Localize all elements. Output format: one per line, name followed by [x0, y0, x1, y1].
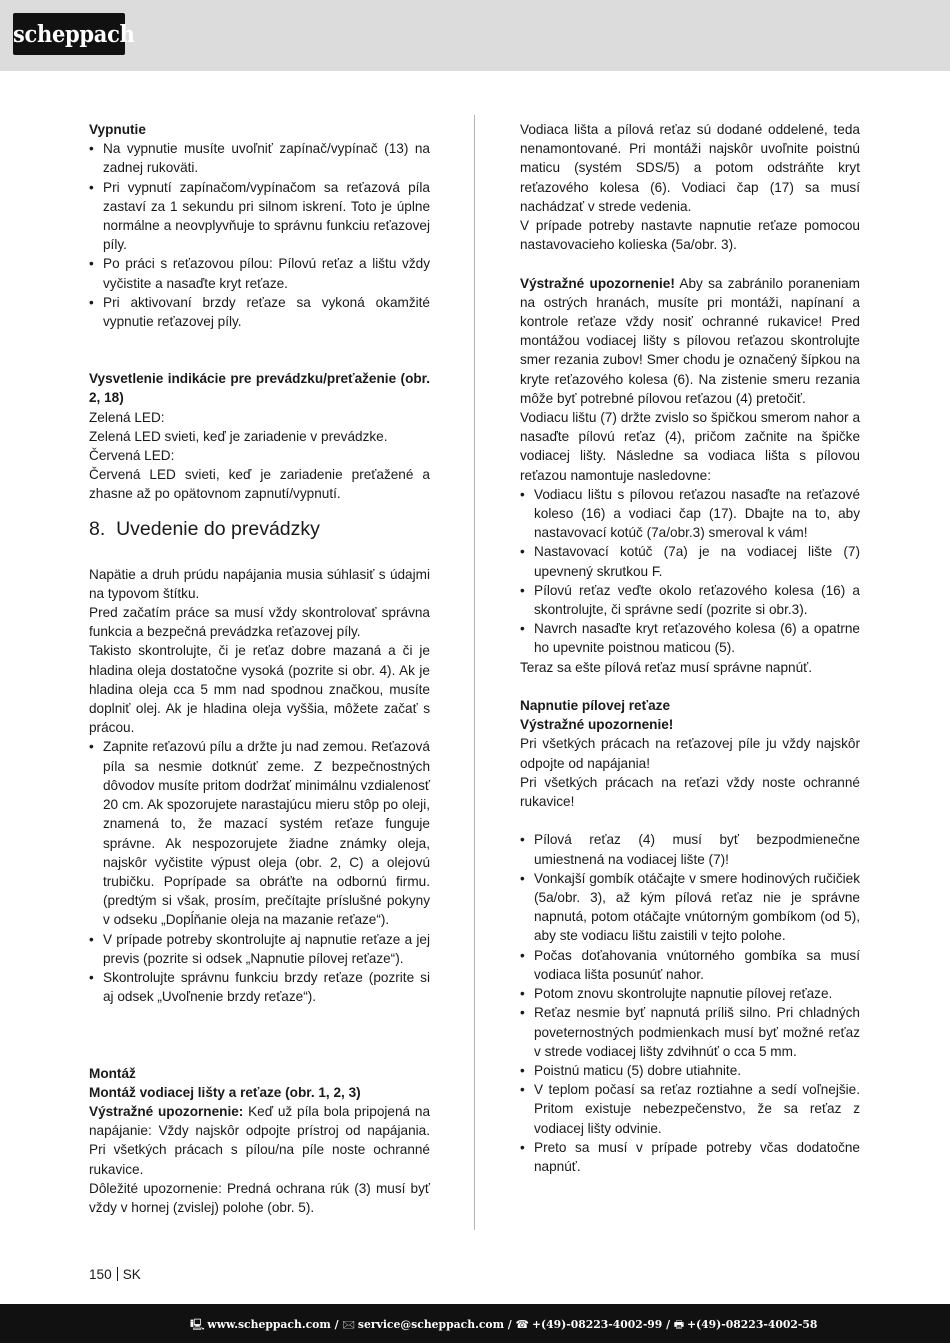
language-code: SK — [122, 1267, 141, 1282]
list-item: • Vodiacu lištu s pílovou reťazou nasaďte na reťazové koleso (16) a vodiaci čap (17). Dbajte na to, aby nastavovací kotúč (7a/obr.3) smeroval k vám! — [520, 485, 860, 543]
footer-contact — [190, 1316, 817, 1335]
warning-text: Aby sa zabránilo poraneniam na ostrých hranách, musíte pri montáži, napínaní a kontrole reťaze vždy nosiť ochranné rukavice! Pred montážou vodiacej lišty s pílovou reťazou skontrolujte smer rezania zubov! Smer chodu je označený šípkou na kryte reťazového kolesa (6). Na zistenie smeru rezania môže byť potrebné pílovou reťazou (4) pretočiť. — [520, 275, 860, 406]
monitor-icon: 🖳 — [190, 1318, 205, 1331]
tension-warning: Výstražné upozornenie! — [520, 717, 674, 733]
paragraph: Pri všetkých prácach na reťazovej píle ju vždy najskôr odpojte od napájania! — [520, 736, 860, 771]
list-item: • Skontrolujte správnu funkciu brzdy reťaze (pozrite si aj odsek „Uvoľnenie brzdy reťaze“). — [89, 968, 430, 1006]
list-item: • Navrch nasaďte kryt reťazového kolesa (6) a opatrne ho upevnite poistnou maticou (5). — [520, 619, 860, 657]
led-line: Zelená LED svieti, keď je zariadenie v prevádzke. — [89, 428, 388, 444]
telephone-icon: ☎ — [515, 1318, 529, 1331]
list-item: • Zapnite reťazovú pílu a držte ju nad zemou. Reťazová píla sa nesmie dotknúť zeme. Z bezpečnostných dôvodov musíte pritom dodržať minimálnu vzdialenosť 20 cm. Ak spozorujete narastajúcu mieru stôp po oleji, znamená to, že mazací systém reťaze funguje správne. Ak nespozorujete žiadne známky oleja, najskôr vyčistite výpust oleja (obr. 2, C) a olejovú trubičku. Poprípade sa obráťte na odbornú firmu. (predtým si však, prosím, prečítajte príslušné pokyny v odseku „Dopĺňanie oleja na mazanie reťaze“). — [89, 737, 430, 929]
tension-heading: Napnutie pílovej reťaze — [520, 698, 671, 714]
page-number-separator — [117, 1267, 118, 1281]
footer-bar — [0, 1304, 950, 1343]
column-divider — [474, 115, 475, 1230]
montaz-warning — [89, 1102, 430, 1179]
led-line: Zelená LED: — [89, 409, 165, 425]
warning-text: Keď už píla bola pripojená na napájanie: Vždy najskôr odpojte prístroj od napájania. Pri všetkých prácach s pílou/na píle noste ochranné rukavice. — [89, 1103, 430, 1177]
montaz-subheading: Montáž vodiacej lišty a reťaze (obr. 1, 2, 3) — [89, 1084, 361, 1100]
logo-text: scheppach — [13, 19, 135, 48]
right-column — [520, 120, 860, 1176]
list-item: • Po práci s reťazovou pílou: Pílovú reťaz a lištu vždy vyčistite a nasaďte kryt reťaze. — [89, 254, 430, 292]
list-item: • Nastavovací kotúč (7a) je na vodiacej lište (7) upevnený skrutkou F. — [520, 542, 860, 580]
list-item: • Vonkajší gombík otáčajte v smere hodinových ručičiek (5a/obr. 3), až kým pílová reťaz nie je správne napnutá, potom otáčajte vnútorným gombíkom (od 5), aby ste vodiacu lištu zaistili v tejto polohe. — [520, 869, 860, 946]
vypnutie-heading: Vypnutie — [89, 122, 146, 137]
paragraph: Napätie a druh prúdu napájania musia súhlasiť s údajmi na typovom štítku. — [89, 566, 430, 601]
left-column — [89, 120, 430, 1217]
scheppach-logo — [13, 13, 135, 55]
warning-label: Výstražné upozornenie! — [520, 275, 675, 291]
list-item: • Reťaz nesmie byť napnutá príliš silno. Pri chladných poveternostných podmienkach musí byť možné reťaz v strede vodiacej lišty zdvihnúť o cca 5 mm. — [520, 1003, 860, 1061]
list-item: • Pri vypnutí zapínačom/vypínačom sa reťazová píla zastaví za 1 sekundu pri silnom iskrení. Toto je úplne normálne a neovplyvňuje to správnu funkciu reťazovej píly. — [89, 178, 430, 255]
startup-list — [89, 737, 430, 1006]
paragraph: Takisto skontrolujte, či je reťaz dobre mazaná a či je hladina oleja dostatočne vysoká (pozrite si obr. 4). Ak je hladina oleja cca 5 mm nad spodnou značkou, musíte doplniť olej. Ak je hladina oleja vyššia, môžete začať s prácou. — [89, 643, 430, 736]
section-8-title: 8. Uvedenie do prevádzky — [89, 517, 320, 540]
list-item: • Počas doťahovania vnútorného gombíka sa musí vodiaca lišta posunúť nahor. — [520, 946, 860, 984]
list-item: • Pílová reťaz (4) musí byť bezpodmienečne umiestnená na vodiacej lište (7)! — [520, 830, 860, 868]
list-item: • Poistnú maticu (5) dobre utiahnite. — [520, 1061, 860, 1080]
led-line: Červená LED svieti, keď je zariadenie preťažené a zhasne až po opätovnom zapnutí/vypnutí. — [89, 467, 430, 502]
list-item: • V prípade potreby skontrolujte aj napnutie reťaze a jej previs (pozrite si odsek „Napnutie pílovej reťaze“). — [89, 930, 430, 968]
footer-email[interactable]: service@scheppach.com / — [357, 1318, 512, 1331]
list-item: • Preto sa musí v prípade potreby včas dodatočne napnúť. — [520, 1138, 860, 1176]
page-number — [89, 1266, 141, 1283]
warning-label: Výstražné upozornenie: — [89, 1103, 244, 1119]
footer-fax: +(49)-08223-4002-58 — [687, 1318, 818, 1331]
led-heading: Vysvetlenie indikácie pre prevádzku/preťaženie (obr. 2, 18) — [89, 371, 430, 406]
list-item: • Potom znovu skontrolujte napnutie pílovej reťaze. — [520, 984, 860, 1003]
fax-icon: 🖶 — [673, 1318, 684, 1331]
envelope-icon: 🖂 — [342, 1318, 355, 1331]
list-item: • Pílovú reťaz veďte okolo reťazového kolesa (16) a skontrolujte, či správne sedí (pozrite si obr.3). — [520, 581, 860, 619]
montaz-heading: Montáž — [89, 1065, 136, 1081]
paragraph: Teraz sa ešte pílová reťaz musí správne napnúť. — [520, 659, 813, 675]
list-item: • Na vypnutie musíte uvoľniť zapínač/vypínač (13) na zadnej rukoväti. — [89, 139, 430, 177]
header-bar — [0, 0, 950, 71]
led-line: Červená LED: — [89, 448, 175, 464]
list-item: • V teplom počasí sa reťaz roztiahne a sedí voľnejšie. Pritom existuje nebezpečenstvo, že sa reťaz z vodiacej lišty odvinie. — [520, 1080, 860, 1138]
footer-web[interactable]: www.scheppach.com / — [207, 1318, 339, 1331]
paragraph: Pred začatím práce sa musí vždy skontrolovať správna funkcia a bezpečná prevádzka reťazovej píly. — [89, 605, 430, 640]
tension-list — [520, 830, 860, 1176]
paragraph: Vodiaca lišta a pílová reťaz sú dodané oddelené, teda nenamontované. Pri montáži najskôr uvoľnite poistnú maticu (systém SDS/5) a potom odstráňte kryt reťazového kolesa (6). Vodiaci čap (17) sa musí nachádzať v strede vedenia. — [520, 122, 860, 214]
montaz-note: Dôležité upozornenie: Predná ochrana rúk (3) musí byť vždy v hornej (zvislej) polohe (obr. 5). — [89, 1180, 430, 1215]
paragraph: Vodiacu lištu (7) držte zvislo so špičkou smerom nahor a nasaďte pílovú reťaz (4), pričom začnite na špičke vodiacej lišty. Následne sa vodiaca lišta s pílovou reťazou namontuje nasledovne: — [520, 410, 860, 483]
paragraph: Pri všetkých prácach na reťazi vždy noste ochranné rukavice! — [520, 774, 860, 810]
list-item: • Pri aktivovaní brzdy reťaze sa vykoná okamžité vypnutie reťazovej píly. — [89, 293, 430, 331]
vypnutie-list — [89, 139, 430, 331]
page-number-value: 150 — [89, 1267, 112, 1282]
footer-phone: +(49)-08223-4002-99 / — [531, 1318, 671, 1331]
paragraph: V prípade potreby nastavte napnutie reťaze pomocou nastavovacieho kolieska (5a/obr. 3). — [520, 218, 860, 253]
right-warning — [520, 274, 860, 408]
mount-list — [520, 485, 860, 658]
